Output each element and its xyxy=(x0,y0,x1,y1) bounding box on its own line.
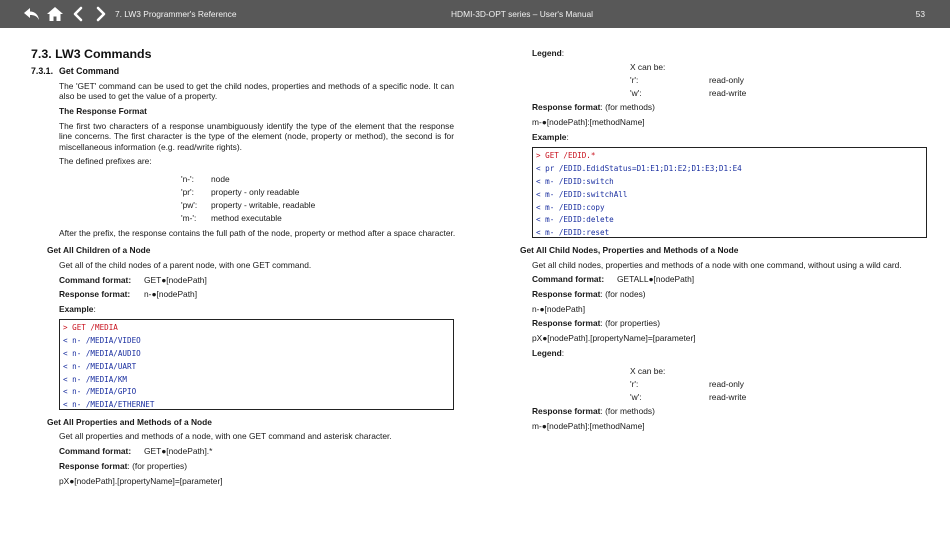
legend-key: 'w': xyxy=(630,392,642,402)
nodes-format-value: n-●[nodePath] xyxy=(532,304,586,314)
response-format-line: Response format: (for properties) xyxy=(59,461,187,471)
code-response-line: < n- /MEDIA/KM xyxy=(63,374,128,384)
code-response-line: < m- /EDID:copy xyxy=(536,202,605,212)
prefix-key: 'm-': xyxy=(181,213,197,223)
code-response-line: < m- /EDID:switch xyxy=(536,176,614,186)
code-response-line: < m- /EDID:switchAll xyxy=(536,189,628,199)
legend-key: 'r': xyxy=(630,379,639,389)
response-format-heading: The Response Format xyxy=(59,106,147,116)
prefix-key: 'n-': xyxy=(181,174,194,184)
legend-value: read-only xyxy=(709,75,744,85)
nav-toolbar xyxy=(22,4,111,24)
methods-format-value: m-●[nodePath]:[methodName] xyxy=(532,421,645,431)
code-request-line: > GET /MEDIA xyxy=(63,323,118,332)
get-props-description: Get all properties and methods of a node, with one GET command and asterisk character. xyxy=(59,431,392,441)
intro-paragraph: The 'GET' command can be used to get the child nodes, properties and methods of a specific node. It can also be used to get the value of a property. xyxy=(59,81,454,102)
response-format-paragraph: The first two characters of a response unambiguously identify the type of the element that the response line concerns. The first character is the type of the element (node, property or method), the second is for miscellaneous information (e.g. read/write rights). xyxy=(59,121,454,152)
next-page-icon[interactable] xyxy=(91,4,111,24)
command-format-value: GET●[nodePath].* xyxy=(144,446,213,456)
props-format-value: pX●[nodePath].[propertyName]=[parameter] xyxy=(532,333,696,343)
response-format-label: Response format: xyxy=(59,289,131,299)
methods-format-value: m-●[nodePath]:[methodName] xyxy=(532,117,645,127)
prefix-key: 'pw': xyxy=(181,200,198,210)
command-format-value: GET●[nodePath] xyxy=(144,275,207,285)
example-label: Example: xyxy=(532,132,569,142)
code-response-line: < n- /MEDIA/GPIO xyxy=(63,387,137,397)
command-format-label: Command format: xyxy=(532,274,605,284)
command-format-label: Command format: xyxy=(59,275,132,285)
get-children-description: Get all of the child nodes of a parent node, with one GET command. xyxy=(59,260,312,270)
response-format-line: Response format: (for properties) xyxy=(532,318,660,328)
prefix-desc: property - writable, readable xyxy=(211,200,316,210)
prefix-key: 'pr': xyxy=(181,187,194,197)
response-format-value: pX●[nodePath].[propertyName]=[parameter] xyxy=(59,476,223,486)
header-bar xyxy=(0,0,950,28)
prefixes-intro: The defined prefixes are: xyxy=(59,156,152,166)
code-example-children xyxy=(59,319,454,410)
legend-label: Legend: xyxy=(532,48,565,58)
code-response-line: < n- /MEDIA/AUDIO xyxy=(63,348,141,358)
get-all-description: Get all child nodes, properties and methods of a node with one command, without using a wild card. xyxy=(532,260,902,270)
legend-value: read-write xyxy=(709,88,747,98)
header-section-title: 7. LW3 Programmer's Reference xyxy=(115,9,237,19)
prefix-desc: node xyxy=(211,174,230,184)
command-format-label: Command format: xyxy=(59,446,132,456)
legend-value: read-only xyxy=(709,379,744,389)
x-can-be-text: X can be: xyxy=(630,62,666,72)
section-heading: 7.3. LW3 Commands xyxy=(31,47,152,61)
code-example-edid xyxy=(532,147,927,238)
previous-page-icon[interactable] xyxy=(68,4,88,24)
home-icon[interactable] xyxy=(45,4,65,24)
response-format-line: Response format: (for methods) xyxy=(532,406,655,416)
legend-value: read-write xyxy=(709,392,747,402)
page-number: 53 xyxy=(915,9,925,19)
subsection-number: 7.3.1. xyxy=(31,66,54,76)
example-label: Example: xyxy=(59,304,96,314)
legend-label: Legend: xyxy=(532,348,565,358)
code-request-line: > GET /EDID.* xyxy=(536,151,596,160)
legend-key: 'w': xyxy=(630,88,642,98)
prefix-desc: method executable xyxy=(211,213,282,223)
command-format-value: GETALL●[nodePath] xyxy=(617,274,695,284)
response-format-value: n-●[nodePath] xyxy=(144,289,198,299)
code-response-line: < n- /MEDIA/UART xyxy=(63,361,137,371)
get-children-heading: Get All Children of a Node xyxy=(47,245,151,255)
code-response-line: < m- /EDID:reset xyxy=(536,228,610,238)
get-all-heading: Get All Child Nodes, Properties and Methods of a Node xyxy=(520,245,739,255)
back-return-icon[interactable] xyxy=(22,4,42,24)
legend-key: 'r': xyxy=(630,75,639,85)
subsection-title: Get Command xyxy=(59,66,120,76)
response-format-line: Response format: (for methods) xyxy=(532,102,655,112)
code-response-line: < n- /MEDIA/VIDEO xyxy=(63,335,141,345)
code-response-line: < n- /MEDIA/ETHERNET xyxy=(63,400,155,410)
code-response-line: < m- /EDID:delete xyxy=(536,215,614,225)
x-can-be-text: X can be: xyxy=(630,366,666,376)
response-format-line: Response format: (for nodes) xyxy=(532,289,646,299)
after-prefix-text: After the prefix, the response contains the full path of the node, property or method after a space character. xyxy=(59,228,456,238)
header-document-title: HDMI-3D-OPT series – User's Manual xyxy=(451,9,593,19)
get-props-heading: Get All Properties and Methods of a Node xyxy=(47,417,212,427)
code-response-line: < pr /EDID.EdidStatus=D1:E1;D1:E2;D1:E3;D1:E4 xyxy=(536,163,742,173)
prefix-desc: property - only readable xyxy=(211,187,300,197)
